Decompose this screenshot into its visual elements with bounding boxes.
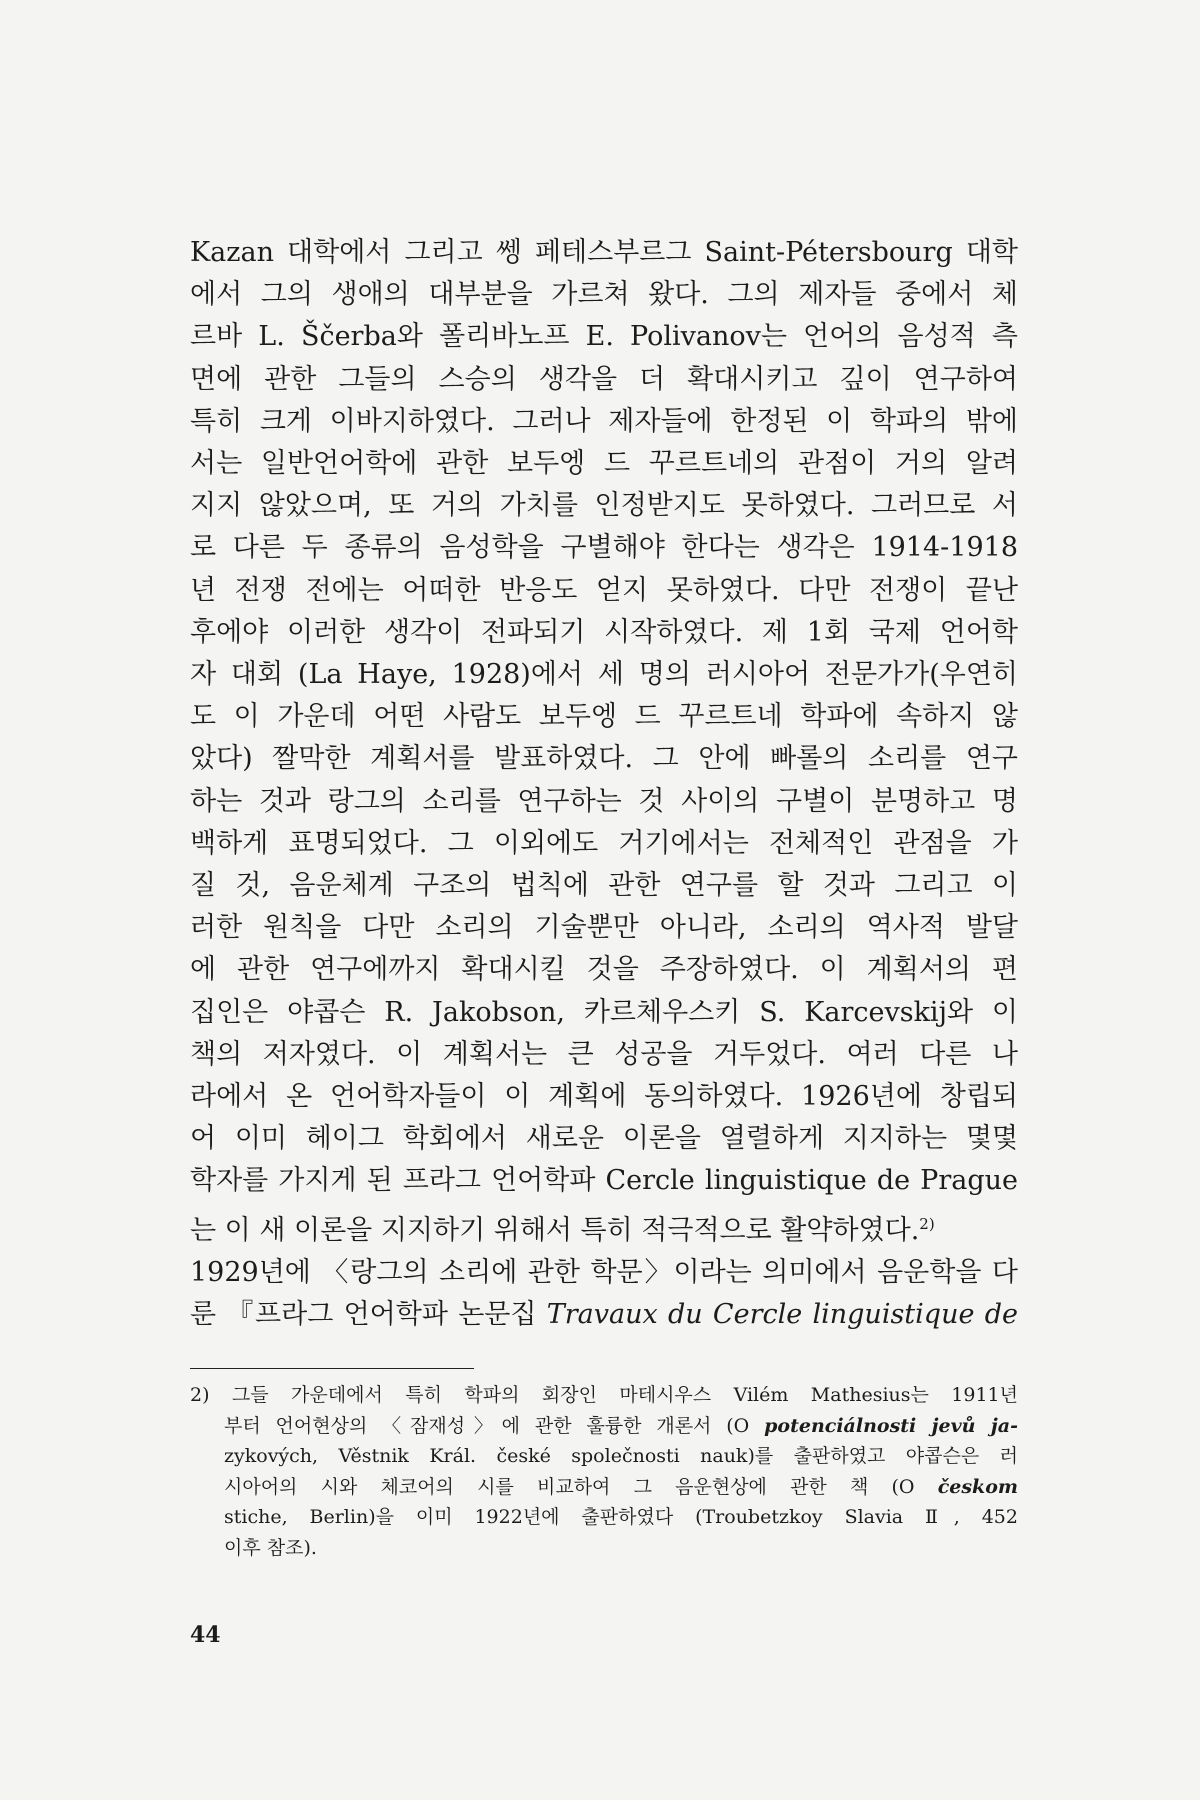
footnote-italic: potenciálnosti jevů ja- — [764, 1414, 1018, 1437]
body-line: 어 이미 헤이그 학회에서 새로운 이론을 열렬하게 지지하는 몇몇 — [190, 1123, 1018, 1155]
footnote-line: 2) 그들 가운데에서 특히 학파의 회장인 마테시우스 Vilém Mathesius는 1911년 — [190, 1384, 1018, 1406]
body-line: 지지 않았으며, 또 거의 가치를 인정받지도 못하였다. 그러므로 서 — [190, 490, 1018, 522]
body-line: 룬 『프라그 언어학파 논문집 — [190, 1299, 537, 1331]
body-line: 후에야 이러한 생각이 전파되기 시작하였다. 제 1회 국제 언어학 — [190, 616, 1018, 648]
body-line: 백하게 표명되었다. 그 이외에도 거기에서는 전체적인 관점을 가 — [190, 827, 1018, 859]
body-line: 라에서 온 언어학자들이 이 계획에 동의하였다. 1926년에 창립되 — [190, 1081, 1018, 1113]
body-line: Kazan 대학에서 그리고 쎙 페테스부르그 Saint-Pétersbourg 대학 — [190, 237, 1018, 268]
body-line-with-title — [190, 1294, 1018, 1336]
footnote-line — [190, 1472, 1018, 1503]
body-line: 책의 저자였다. 이 계획서는 큰 성공을 거두었다. 여러 다른 나 — [190, 1038, 1018, 1070]
body-line: 는 이 새 이론을 지지하기 위해서 특히 적극적으로 활약하였다. — [190, 1214, 920, 1246]
body-line: 도 이 가운데 어떤 사람도 보두엥 드 꾸르트네 학파에 속하지 않 — [190, 701, 1018, 733]
footnote-divider — [190, 1368, 474, 1369]
page-number: 44 — [190, 1622, 221, 1648]
footnote-text: 부터 언어현상의 〈잠재성〉에 관한 훌륭한 개론서 (O — [224, 1414, 750, 1437]
footnote-line — [190, 1411, 1018, 1442]
body-line: 러한 원칙을 다만 소리의 기술뿐만 아니라, 소리의 역사적 발달 — [190, 912, 1018, 944]
footnote — [190, 1380, 1018, 1563]
body-line: 1929년에 〈랑그의 소리에 관한 학문〉이라는 의미에서 음운학을 다 — [190, 1256, 1018, 1288]
body-line: 집인은 야콥슨 R. Jakobson, 카르체우스키 S. Karcevskij와 이 — [190, 996, 1018, 1028]
footnote-reference: 2) — [919, 1214, 935, 1233]
body-line: 면에 관한 그들의 스승의 생각을 더 확대시키고 깊이 연구하여 — [190, 363, 1018, 395]
body-text — [190, 232, 1018, 1336]
body-line: 로 다른 두 종류의 음성학을 구별해야 한다는 생각은 1914-1918 — [190, 532, 1018, 564]
footnote-italic: českom — [937, 1475, 1018, 1498]
footnote-text: 시아어의 시와 체코어의 시를 비교하여 그 음운현상에 관한 책 (O — [224, 1475, 915, 1498]
body-line: 았다) 짤막한 계획서를 발표하였다. 그 안에 빠롤의 소리를 연구 — [190, 743, 1018, 775]
body-line: 자 대회 (La Haye, 1928)에서 세 명의 러시아어 전문가가(우연히 — [190, 659, 1018, 691]
italic-title: Travaux du Cercle linguistique de — [546, 1299, 1018, 1331]
body-line-with-footnote-ref — [190, 1203, 1018, 1252]
body-line: 에 관한 연구에까지 확대시킬 것을 주장하였다. 이 계획서의 편 — [190, 954, 1018, 986]
body-line: 하는 것과 랑그의 소리를 연구하는 것 사이의 구별이 분명하고 명 — [190, 785, 1018, 817]
body-line: 르바 L. Ščerba와 폴리바노프 E. Polivanov는 언어의 음성적 측 — [190, 321, 1018, 353]
body-line: 특히 크게 이바지하였다. 그러나 제자들에 한정된 이 학파의 밖에 — [190, 405, 1018, 437]
body-line: 에서 그의 생애의 대부분을 가르쳐 왔다. 그의 제자들 중에서 체 — [190, 279, 1018, 311]
body-line: 질 것, 음운체계 구조의 법칙에 관한 연구를 할 것과 그리고 이 — [190, 870, 1018, 902]
body-line: 서는 일반언어학에 관한 보두엥 드 꾸르트네의 관점이 거의 알려 — [190, 448, 1018, 480]
body-line: 년 전쟁 전에는 어떠한 반응도 얻지 못하였다. 다만 전쟁이 끝난 — [190, 574, 1018, 606]
footnote-line: zykových, Věstnik Král. české společnosti nauk)를 출판하였고 야콥슨은 러 — [224, 1445, 1018, 1467]
footnote-line: 이후 참조). — [224, 1536, 317, 1559]
footnote-line: stiche, Berlin)을 이미 1922년에 출판하였다 (Troubetzkoy Slavia Ⅱ, 452 — [224, 1506, 1018, 1528]
body-line: 학자를 가지게 된 프라그 언어학파 Cercle linguistique de Prague — [190, 1165, 1018, 1197]
